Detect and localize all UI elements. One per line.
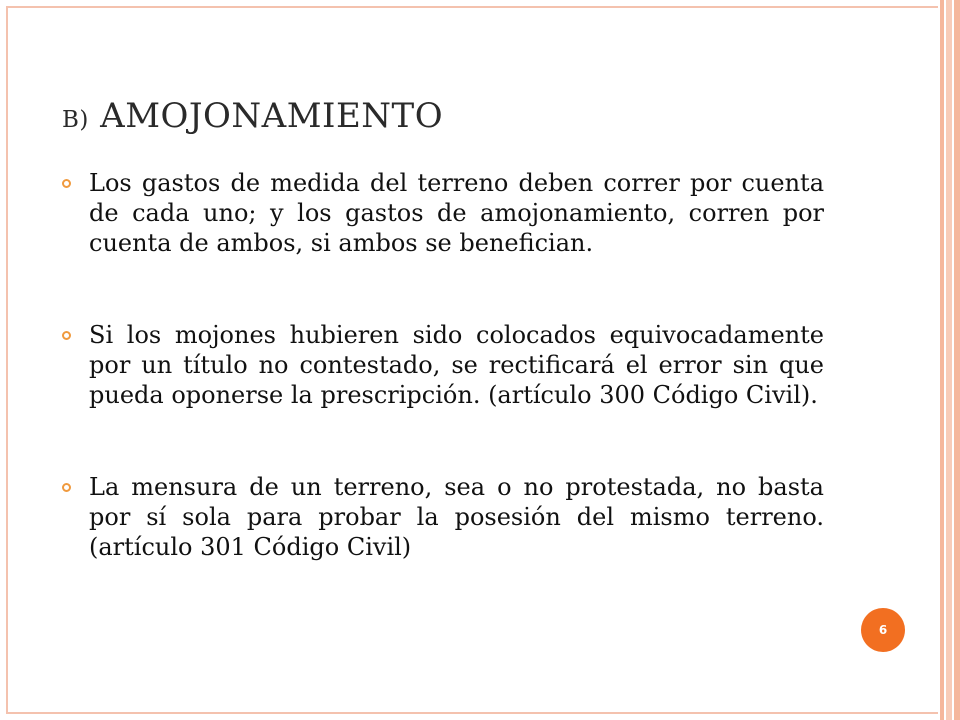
page-number: 6 [878, 623, 888, 637]
decorative-stripes [938, 0, 960, 720]
bullet-item [62, 472, 824, 562]
bullet-list [62, 168, 824, 562]
title-text: AMOJONAMIENTO [88, 96, 444, 136]
bullet-text: La mensura de un terreno, sea o no protestada, no basta por sí sola para probar la posesión del mismo terreno. (artículo 301 Código Civil) [89, 473, 824, 561]
bullet-item [62, 168, 824, 258]
bullet-text: Si los mojones hubieren sido colocados equivocadamente por un título no contestado, se rectificará el error sin que pueda oponerse la prescripción. (artículo 300 Código Civil). [89, 321, 824, 409]
slide-title [62, 96, 443, 136]
bullet-text: Los gastos de medida del terreno deben correr por cuenta de cada uno; y los gastos de amojonamiento, corren por cuenta de ambos, si ambos se benefician. [89, 169, 824, 257]
page-number-badge [861, 608, 905, 652]
bullet-circle-icon [62, 179, 71, 188]
bullet-circle-icon [62, 331, 71, 340]
bullet-circle-icon [62, 483, 71, 492]
title-prefix: B) [62, 107, 89, 133]
bullet-item [62, 320, 824, 410]
